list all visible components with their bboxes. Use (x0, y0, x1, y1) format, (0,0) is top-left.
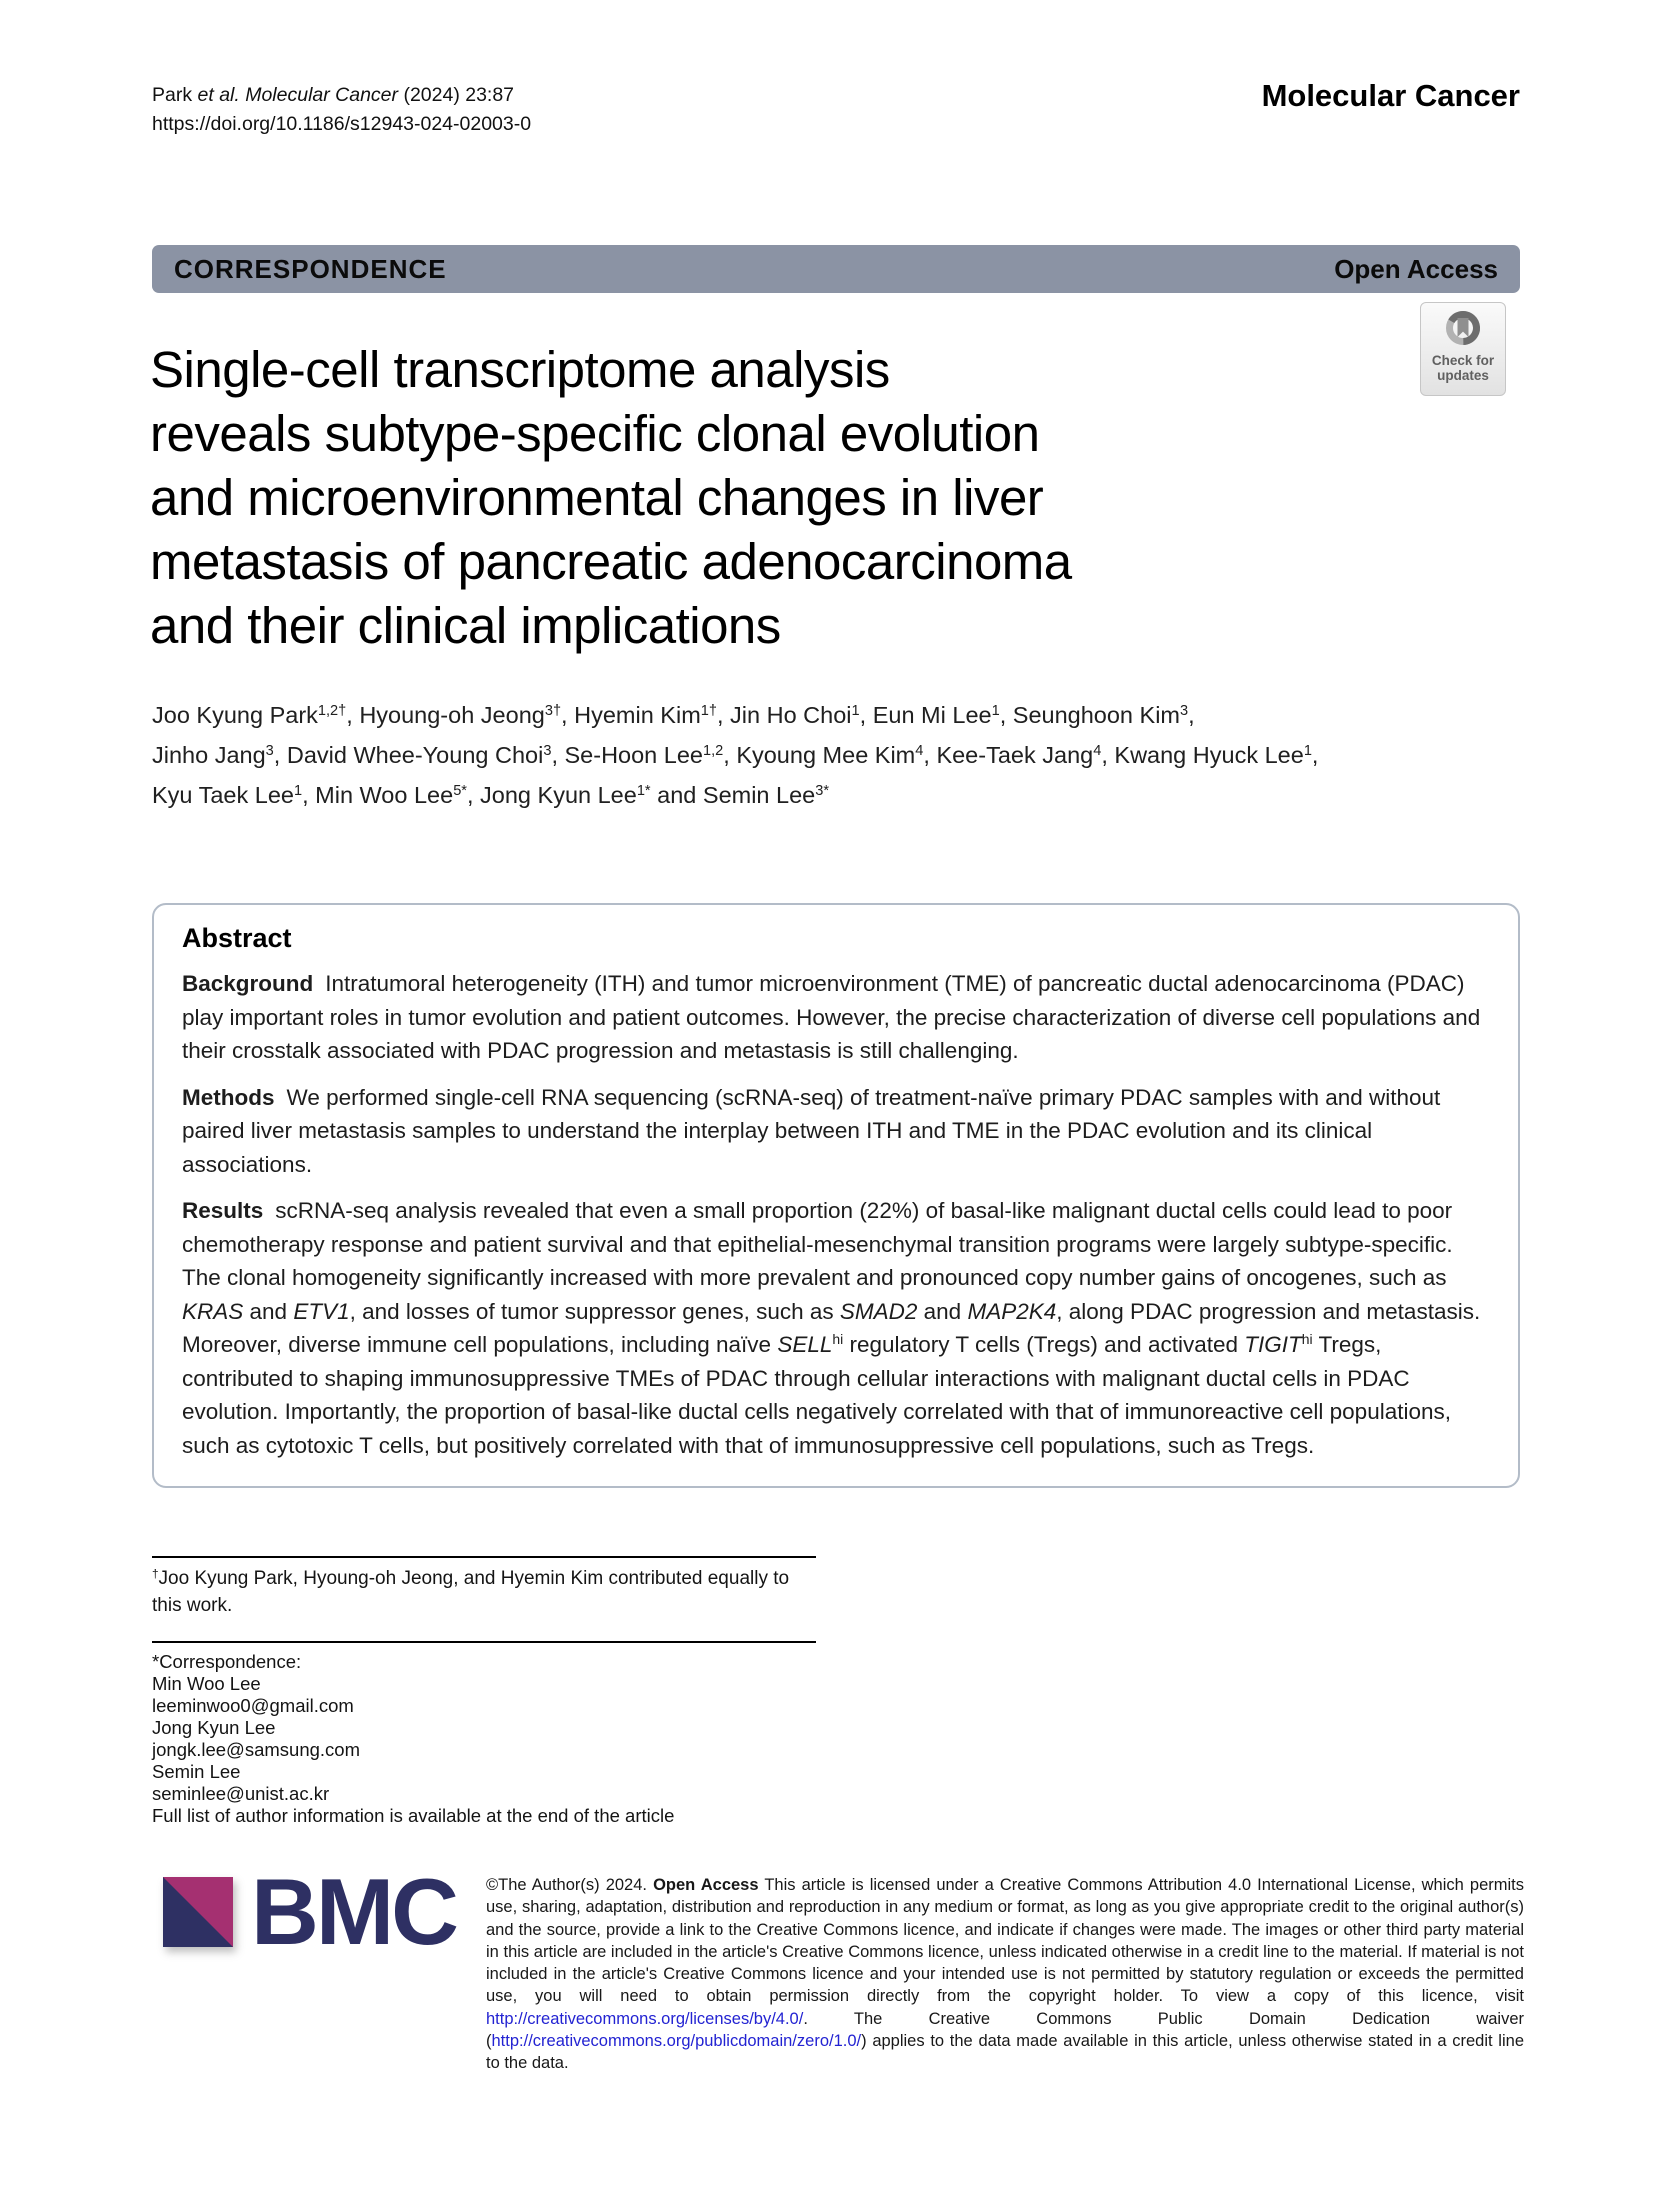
title-line: metastasis of pancreatic adenocarcinoma (150, 533, 1072, 590)
author-affiliation-sup: 1,2† (317, 703, 347, 719)
article-type-label: CORRESPONDENCE (174, 253, 447, 284)
title-line: Single-cell transcriptome analysis (150, 341, 890, 398)
author-name: David Whee-Young Choi (286, 742, 544, 768)
authors-line: Jinho Jang$^3$, David Whee-Young Choi$^3$, Se-Hoon Lee$^{1,2}$, Kyoung Mee Kim$^4$, Kee-Taek Jang$^4$, Kwang Hyuck Lee$^1$, (152, 742, 1319, 768)
author-name: Kee-Taek Jang (936, 742, 1094, 768)
citation-line (152, 84, 514, 107)
author-affiliation-sup: 1 (991, 703, 1000, 719)
correspondence-line: Semin Lee (152, 1761, 241, 1782)
bmc-logo-text: BMC (251, 1859, 457, 1964)
background-label: Background (182, 971, 314, 996)
separator-line (152, 1556, 816, 1558)
author-affiliation-sup: 1 (1303, 743, 1312, 759)
correspondence-line: Jong Kyun Lee (152, 1717, 276, 1738)
correspondence-label: *Correspondence: (152, 1651, 302, 1672)
journal-title: Molecular Cancer (1261, 78, 1520, 113)
correspondence-line: Min Woo Lee (152, 1673, 261, 1694)
methods-text: We performed single-cell RNA sequencing (scRNA-seq) of treatment-naïve primary PDAC samples with and without paired liver metastasis samples to understand the interplay between ITH and TME in the PDAC evolution and its clinical associations. (182, 1084, 1441, 1177)
author-name: Jinho Jang (152, 742, 266, 768)
author-affiliation-sup: 3 (1180, 703, 1189, 719)
author-name: Hyemin Kim (574, 702, 701, 728)
citation-prefix: Park (152, 84, 198, 106)
correspondence-line: seminlee@unist.ac.kr (152, 1783, 330, 1804)
author-name: Semin Lee (702, 782, 816, 808)
correspondence-block (152, 1651, 674, 1827)
author-name: Eun Mi Lee (872, 702, 992, 728)
abstract-section (152, 903, 1520, 1488)
abstract-heading: Abstract (182, 923, 292, 953)
badge-text-line2: updates (1437, 368, 1489, 383)
equal-contribution-note: †Joo Kyung Park, Hyoung-oh Jeong, and Hyemin Kim contributed equally to this work. (152, 1567, 790, 1616)
check-for-updates-badge[interactable] (1420, 302, 1506, 396)
author-affiliation-sup: 3 (265, 743, 274, 759)
correspondence-entries (152, 1673, 674, 1805)
separator-line (152, 1641, 816, 1643)
author-info-note: Full list of author information is available at the end of the article (152, 1805, 675, 1826)
results-text: scRNA-seq analysis revealed that even a small proportion (22%) of basal-like malignant ductal cells could lead to poor chemotherapy response and patient survival and that epithelial-mesenchymal transition programs were largely subtype-specific. The clonal homogeneity significantly increased with more prevalent and pronounced copy number gains of oncogenes, such as KRAS and ETV1, and losses of tumor suppressor genes, such as SMAD2 and MAP2K4, along PDAC progression and metastasis. Moreover, diverse immune cell populations, including naïve $SELL^{hi}$ regulatory T cells (Tregs) and activated $TIGIT^{hi}$ Tregs, contributed to shaping immunosuppressive TMEs of PDAC through cellular interactions with malignant ductal cells in PDAC evolution. Importantly, the proportion of basal-like ductal cells negatively correlated with that of immunoreactive cell populations, such as cytotoxic T cells, but positively correlated with that of immunosuppressive cell populations, such as Tregs. (182, 1198, 1481, 1458)
author-affiliation-sup: 1,2 (703, 743, 724, 759)
article-type-banner (152, 245, 1520, 293)
citation-journal: et al. Molecular Cancer (197, 84, 399, 106)
license-link[interactable]: http://creativecommons.org/publicdomain/zero/1.0/ (491, 2032, 862, 2051)
author-name: Min Woo Lee (315, 782, 454, 808)
bmc-logo-icon (163, 1877, 233, 1947)
authors-line: Joo Kyung Park$^{1,2\dagger}$, Hyoung-oh Jeong$^{3\dagger}$, Hyemin Kim$^{1\dagger}$, Jin Ho Choi$^1$, Eun Mi Lee$^1$, Seunghoon Kim$^3$, (152, 702, 1195, 728)
open-access-label: Open Access (1334, 253, 1498, 284)
abstract-results-paragraph (182, 1194, 1490, 1462)
update-ring-icon (1440, 307, 1486, 353)
author-affiliation-sup: 1 (851, 703, 860, 719)
correspondence-line: jongk.lee@samsung.com (152, 1739, 360, 1760)
author-affiliation-sup: 3 (543, 743, 552, 759)
abstract-background-paragraph (182, 967, 1490, 1068)
author-name: Se-Hoon Lee (564, 742, 703, 768)
author-name: Hyoung-oh Jeong (359, 702, 545, 728)
abstract-methods-paragraph (182, 1081, 1490, 1182)
author-name: Kwang Hyuck Lee (1114, 742, 1304, 768)
author-affiliation-sup: 1† (700, 703, 717, 719)
author-affiliation-sup: 1 (293, 783, 303, 799)
author-name: Jin Ho Choi (730, 702, 852, 728)
author-name: Joo Kyung Park (152, 702, 318, 728)
author-name: Seunghoon Kim (1012, 702, 1180, 728)
authors-line: Kyu Taek Lee$^1$, Min Woo Lee$^{5*}$, Jong Kyun Lee$^{1*}$ and Semin Lee$^{3*}$ (152, 782, 830, 808)
author-affiliation-sup: 3* (815, 783, 830, 799)
bmc-logo (163, 1859, 457, 1964)
author-name: Jong Kyun Lee (480, 782, 637, 808)
title-line: and microenvironmental changes in liver (150, 469, 1044, 526)
authors-block (152, 695, 1522, 815)
author-name: Kyoung Mee Kim (736, 742, 916, 768)
article-title (150, 338, 1370, 658)
methods-label: Methods (182, 1084, 275, 1110)
badge-text-line1: Check for (1431, 353, 1495, 368)
copyright-text: ©The Author(s) 2024. Open Access This article is licensed under a Creative Commons Attribution 4.0 International License, which permits use, sharing, adaptation, distribution and reproduction in any medium or format, as long as you give appropriate credit to the original author(s) and the source, provide a link to the Creative Commons licence, and indicate if changes were made. The images or other third party material in this article are included in the article's Creative Commons licence, unless indicated otherwise in a credit line to the material. If material is not included in the article's Creative Commons licence and your intended use is not permitted by statutory regulation or exceeds the permitted use, you will need to obtain permission directly from the copyright holder. To view a copy of this licence, visit http://creativecommons.org/licenses/by/4.0/. The Creative Commons Public Domain Dedication waiver (http://creativecommons.org/publicdomain/zero/1.0/) applies to the data made available in this article, unless otherwise stated in a credit line to the data. (486, 1876, 1524, 2073)
citation-issue: (2024) 23:87 (398, 84, 515, 106)
license-link[interactable]: http://creativecommons.org/licenses/by/4.0/ (486, 2009, 804, 2028)
author-affiliation-sup: 4 (1093, 743, 1102, 759)
background-text: Intratumoral heterogeneity (ITH) and tumor microenvironment (TME) of pancreatic ductal adenocarcinoma (PDAC) play important roles in tumor evolution and patient outcomes. However, the precise characterization of diverse cell populations and their crosstalk associated with PDAC progression and metastasis is still challenging. (182, 971, 1481, 1063)
author-affiliation-sup: 1* (636, 783, 651, 799)
author-name: Kyu Taek Lee (152, 782, 294, 808)
title-line: reveals subtype-specific clonal evolution (150, 405, 1040, 462)
results-label: Results (182, 1198, 264, 1223)
doi-text: https://doi.org/10.1186/s12943-024-02003-0 (152, 113, 532, 135)
correspondence-line: leeminwoo0@gmail.com (152, 1695, 354, 1716)
title-line: and their clinical implications (150, 597, 781, 654)
author-affiliation-sup: 3† (544, 703, 562, 719)
author-affiliation-sup: 5* (453, 783, 467, 799)
author-affiliation-sup: 4 (915, 743, 924, 759)
